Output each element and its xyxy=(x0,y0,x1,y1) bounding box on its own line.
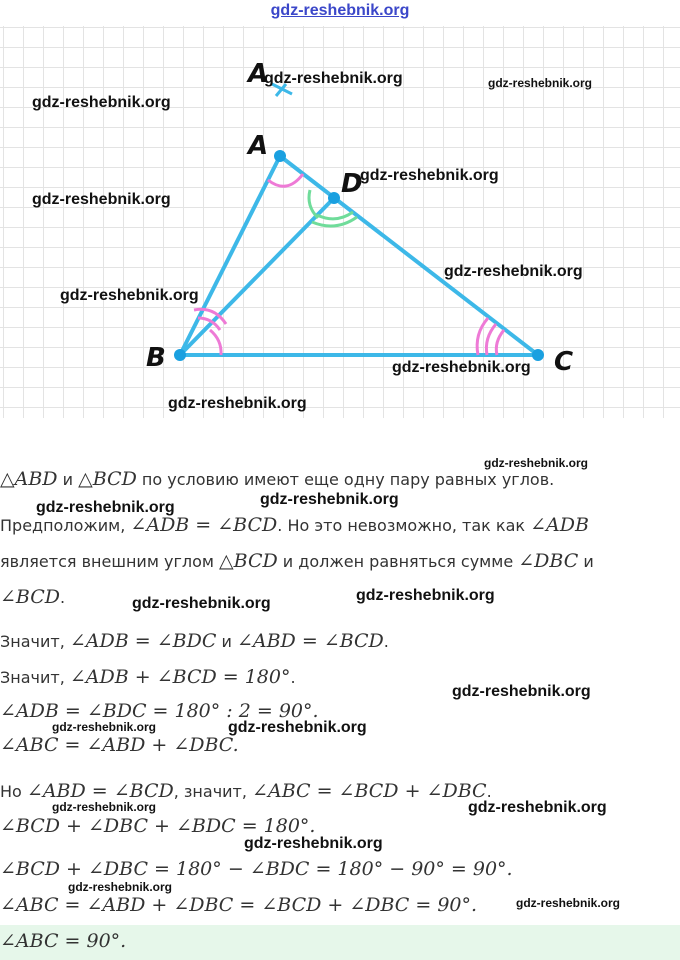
point-d xyxy=(328,192,340,204)
watermark[interactable]: gdz-reshebnik.org xyxy=(32,94,171,111)
text: является внешним углом xyxy=(0,552,220,571)
label-a-top: A xyxy=(248,59,269,89)
watermark[interactable]: gdz-reshebnik.org xyxy=(260,491,399,508)
math-angle: ∠BCD xyxy=(0,586,61,608)
line-9 xyxy=(0,780,492,802)
line-3 xyxy=(0,550,594,572)
text: Но xyxy=(0,782,27,801)
math-eq: ∠ABC = ∠ABD + ∠DBC. xyxy=(0,734,239,756)
label-a: A xyxy=(248,131,269,161)
label-b: B xyxy=(146,343,166,373)
text: Значит, xyxy=(0,632,70,651)
segment-ab xyxy=(180,156,280,355)
line-5 xyxy=(0,630,389,652)
angle-arc-b-lower xyxy=(210,330,221,355)
math-eq: ∠ADB = ∠BDC = 180° : 2 = 90°. xyxy=(0,700,319,722)
text: . xyxy=(60,588,66,607)
point-a xyxy=(274,150,286,162)
line-2 xyxy=(0,514,589,536)
label-c: C xyxy=(554,347,574,377)
text: Предположим, xyxy=(0,516,131,535)
math-tri-abd: △ABD xyxy=(0,468,58,490)
watermark[interactable]: gdz-reshebnik.org xyxy=(484,456,589,470)
line-10 xyxy=(0,815,315,837)
watermark[interactable]: gdz-reshebnik.org xyxy=(356,587,495,604)
watermark[interactable]: gdz-reshebnik.org xyxy=(52,720,157,734)
math-eq: ∠ABD = ∠BCD xyxy=(26,780,174,802)
math-eq: ∠ADB = ∠BCD xyxy=(130,514,278,536)
math-angle: ∠ADB xyxy=(530,514,589,536)
line-12 xyxy=(0,894,477,916)
math-eq: ∠BCD + ∠DBC + ∠BDC = 180°. xyxy=(0,815,316,837)
watermark[interactable]: gdz-reshebnik.org xyxy=(32,191,171,208)
header-watermark[interactable]: gdz-reshebnik.org xyxy=(270,2,410,19)
watermark[interactable]: gdz-reshebnik.org xyxy=(392,359,531,376)
math-eq: ∠ABC = ∠ABD + ∠DBC = ∠BCD + ∠DBC = 90°. xyxy=(0,894,478,916)
text: . Но это невозможно, так как xyxy=(277,516,531,535)
segment-ac xyxy=(280,156,538,355)
watermark[interactable]: gdz-reshebnik.org xyxy=(360,167,499,184)
line-8 xyxy=(0,734,239,756)
watermark[interactable]: gdz-reshebnik.org xyxy=(516,896,621,910)
text: и xyxy=(57,470,79,489)
text: и должен равняться сумме xyxy=(277,552,519,571)
watermark[interactable]: gdz-reshebnik.org xyxy=(244,835,383,852)
text: . xyxy=(290,668,296,687)
watermark[interactable]: gdz-reshebnik.org xyxy=(168,395,307,412)
math-tri: △BCD xyxy=(219,550,278,572)
watermark[interactable]: gdz-reshebnik.org xyxy=(452,683,591,700)
point-b xyxy=(174,349,186,361)
line-11 xyxy=(0,858,513,880)
watermark[interactable]: gdz-reshebnik.org xyxy=(132,595,271,612)
angle-arc-c-2 xyxy=(486,324,496,355)
text: , значит, xyxy=(173,782,253,801)
math-eq: ∠ADB + ∠BCD = 180° xyxy=(69,666,291,688)
angle-arc-d-inner xyxy=(317,212,353,219)
label-d: D xyxy=(341,169,363,199)
math-eq: ∠ABD = ∠BCD xyxy=(236,630,384,652)
line-1 xyxy=(0,468,554,490)
math-eq: ∠BCD + ∠DBC = 180° − ∠BDC = 180° − 90° = 90°. xyxy=(0,858,513,880)
triangle-figure xyxy=(0,0,680,420)
math-eq: ∠ADB = ∠BDC xyxy=(69,630,217,652)
line-6 xyxy=(0,666,296,688)
watermark[interactable]: gdz-reshebnik.org xyxy=(468,799,607,816)
watermark[interactable]: gdz-reshebnik.org xyxy=(444,263,583,280)
text: Значит, xyxy=(0,668,70,687)
math-eq: ∠ABC = ∠BCD + ∠DBC xyxy=(252,780,487,802)
watermark[interactable]: gdz-reshebnik.org xyxy=(228,719,367,736)
answer-line xyxy=(0,930,126,952)
watermark[interactable]: gdz-reshebnik.org xyxy=(68,880,173,894)
text: и xyxy=(578,552,594,571)
watermark[interactable]: gdz-reshebnik.org xyxy=(488,76,593,90)
math-angle: ∠DBC xyxy=(518,550,579,572)
segment-bd xyxy=(180,198,334,355)
math-tri-bcd: △BCD xyxy=(78,468,137,490)
angle-arc-c-3 xyxy=(496,330,504,355)
watermark[interactable]: gdz-reshebnik.org xyxy=(264,70,403,87)
line-4 xyxy=(0,586,65,608)
watermark[interactable]: gdz-reshebnik.org xyxy=(60,287,199,304)
text: . xyxy=(486,782,492,801)
point-c xyxy=(532,349,544,361)
math-answer: ∠ABC = 90°. xyxy=(0,930,127,952)
angle-arc-a xyxy=(268,174,303,186)
watermark[interactable]: gdz-reshebnik.org xyxy=(36,499,175,516)
text: . xyxy=(383,632,389,651)
text: по условию имеют еще одну пару равных углов. xyxy=(136,470,555,489)
text: и xyxy=(216,632,237,651)
watermark[interactable]: gdz-reshebnik.org xyxy=(52,800,157,814)
